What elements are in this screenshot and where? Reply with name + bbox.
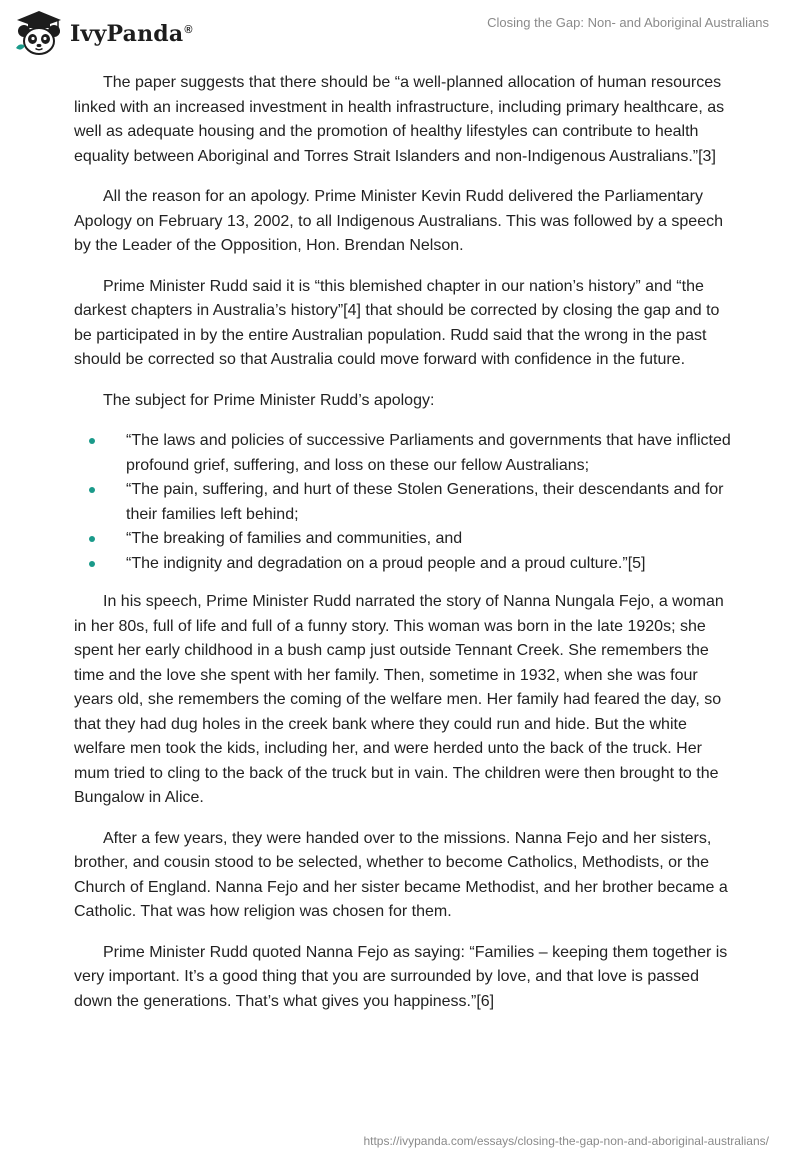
- bullet-dot: [89, 561, 95, 567]
- bullet-dot: [89, 487, 95, 493]
- list-item: [126, 527, 734, 552]
- paragraph-3: Prime Minister Rudd said it is “this blemished chapter in our nation’s history” and “the darkest chapters in Australia’s history”[4] that should be corrected by closing the gap and to be participated in by the entire Australian population. Rudd said that the wrong in the past should be corrected so that Australia could move forward with confidence in the future.: [74, 277, 720, 368]
- list-item-text: “The breaking of families and communities, and: [126, 530, 463, 547]
- list-item-text: “The pain, suffering, and hurt of these Stolen Generations, their descendants and for their families left behind;: [126, 481, 724, 523]
- panda-graduate-logo-icon: [14, 8, 64, 58]
- bullet-dot: [89, 438, 95, 444]
- essay-body: [74, 71, 734, 1030]
- paragraph-2: All the reason for an apology. Prime Minister Kevin Rudd delivered the Parliamentary Apology on February 13, 2002, to all Indigenous Australians. This was followed by a speech by the Leader of the Opposition, Hon. Brendan Nelson.: [74, 188, 723, 254]
- apology-subject-list: [74, 429, 734, 576]
- list-item: [126, 478, 734, 527]
- brand-logo[interactable]: [14, 8, 193, 58]
- paragraph-7: Prime Minister Rudd quoted Nanna Fejo as saying: “Families – keeping them together is very important. It’s a good thing that you are surrounded by love, and that love is passed down the generations. That’s what gives you happiness.”[6]: [74, 943, 728, 1010]
- list-item-text: “The laws and policies of successive Parliaments and governments that have inflicted profound grief, suffering, and loss on these our fellow Australians;: [126, 432, 731, 474]
- page-header: [0, 0, 800, 64]
- brand-name: IvyPanda®: [70, 21, 193, 47]
- registered-mark: ®: [184, 23, 193, 36]
- paragraph-4: The subject for Prime Minister Rudd’s apology:: [103, 391, 435, 409]
- paragraph-5: In his speech, Prime Minister Rudd narrated the story of Nanna Nungala Fejo, a woman in her 80s, full of life and full of a funny story. This woman was born in the late 1920s; she spent her early childhood in a bush camp just outside Tennant Creek. She remembers the time and the love she spent with her family. Then, sometime in 1932, when she was four years old, she remembers the coming of the welfare men. Her family had feared the day, so that they had dug holes in the creek bank where they could run and hide. But the white welfare men took the kids, including her, and were herded unto the back of the truck. Her mum tried to cling to the back of the truck but in vain. The children were then brought to the Bungalow in Alice.: [74, 593, 724, 806]
- bullet-dot: [89, 536, 95, 542]
- list-item: [126, 429, 734, 478]
- paragraph-6: After a few years, they were handed over to the missions. Nanna Fejo and her sisters, brother, and cousin stood to be selected, whether to become Catholics, Methodists, or the Church of England. Nanna Fejo and her sister became Methodist, and her brother became a Catholic. That was how religion was chosen for them.: [74, 829, 728, 920]
- paragraph-1: The paper suggests that there should be “a well-planned allocation of human resources linked with an increased investment in health infrastructure, including primary healthcare, as well as adequate housing and the promotion of healthy lifestyles can contribute to health equality between Aboriginal and Torres Strait Islanders and non-Indigenous Australians.”[3]: [74, 74, 725, 165]
- source-url[interactable]: https://ivypanda.com/essays/closing-the-gap-non-and-aboriginal-australians/: [363, 1134, 769, 1148]
- document-title: Closing the Gap: Non- and Aboriginal Australians: [487, 15, 769, 30]
- list-item: [126, 552, 734, 577]
- list-item-text: “The indignity and degradation on a proud people and a proud culture.”[5]: [126, 554, 646, 572]
